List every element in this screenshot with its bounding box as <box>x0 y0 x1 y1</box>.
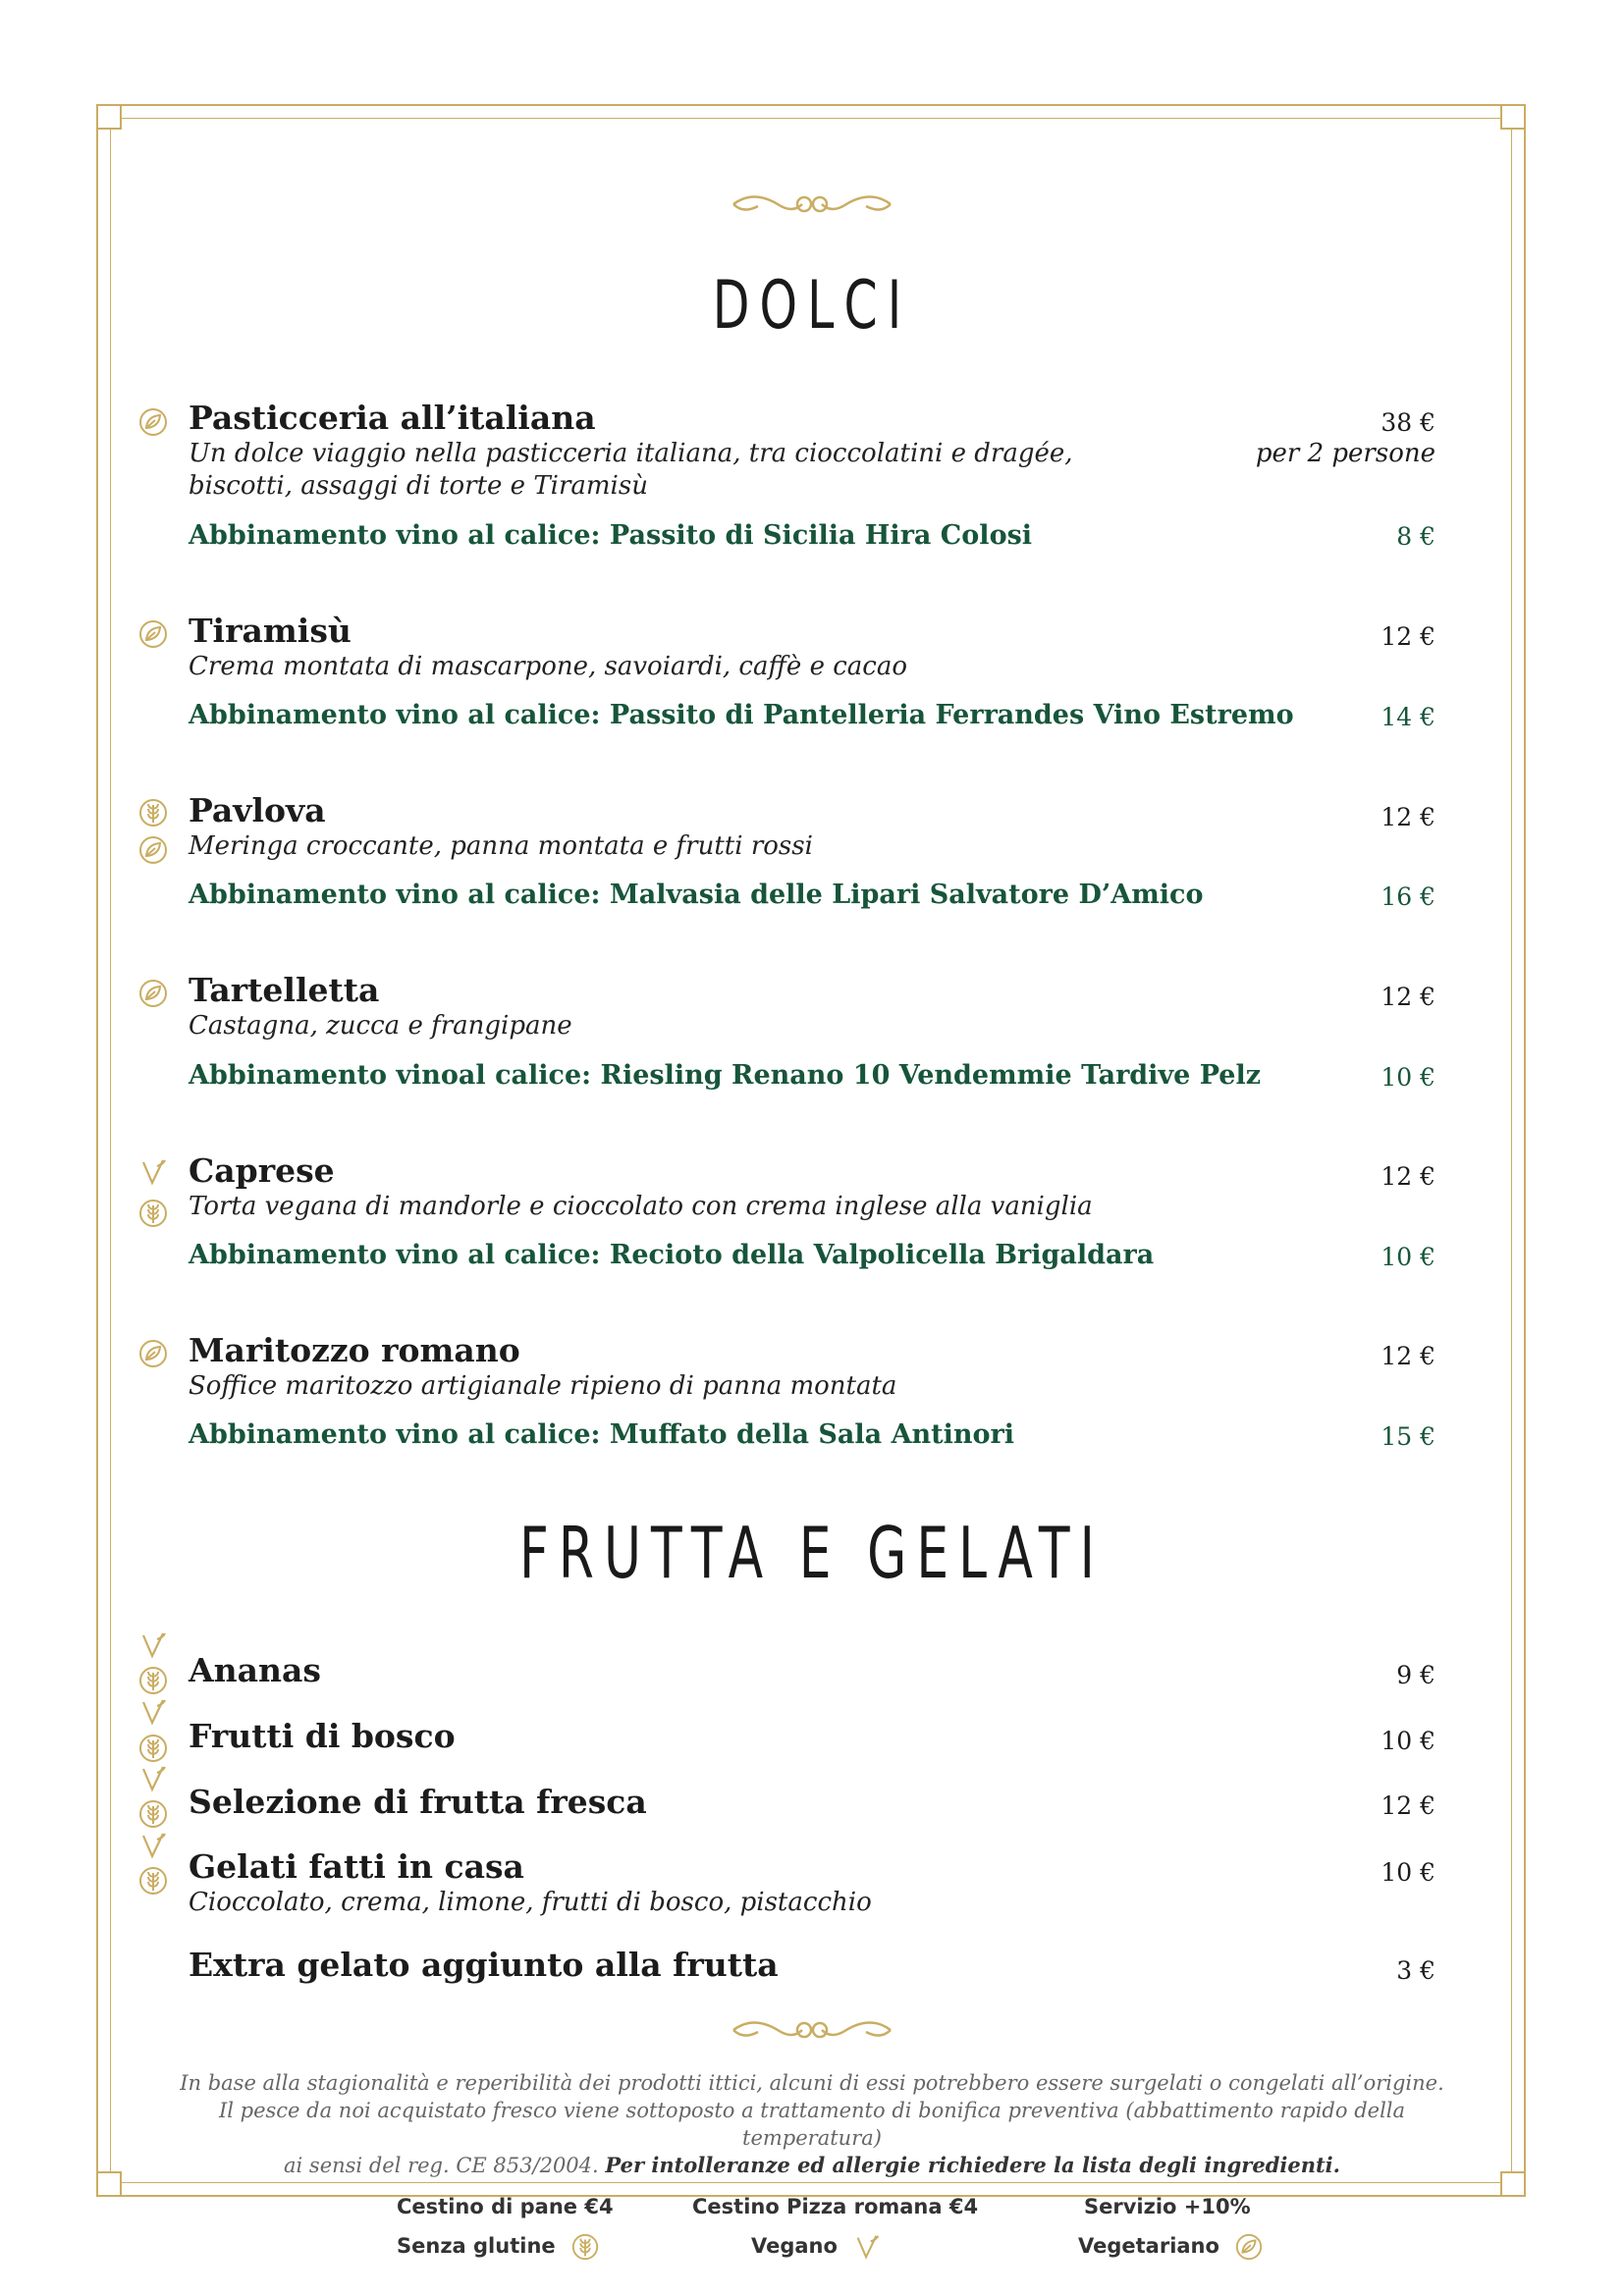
price-note: per 2 persone <box>1255 439 1435 468</box>
item-price: 12 € <box>1380 803 1435 831</box>
frame-corner <box>96 2171 122 2197</box>
vegetarian-icon <box>137 406 169 438</box>
wine-pairing-price: 15 € <box>1380 1422 1435 1451</box>
pizza-basket-price: Cestino Pizza romana €4 <box>692 2195 979 2218</box>
section-title-dolci: DOLCI <box>712 267 912 345</box>
wine-pairing: Abbinamento vino al calice: Passito di Pantelleria Ferrandes Vino Estremo <box>189 700 1294 730</box>
legend-vegetarian <box>1078 2232 1264 2262</box>
vegan-icon <box>137 1696 169 1728</box>
item-name: Maritozzo romano <box>189 1331 520 1369</box>
gluten-free-icon <box>570 2232 600 2262</box>
item-name: Ananas <box>189 1651 321 1689</box>
vegan-icon <box>137 1830 169 1861</box>
service-charge: Servizio +10% <box>1084 2195 1251 2218</box>
gluten-free-icon <box>137 1733 169 1764</box>
ornament-flourish-top <box>724 185 900 224</box>
item-price: 12 € <box>1380 1791 1435 1820</box>
wine-pairing-price: 8 € <box>1396 522 1435 551</box>
wine-pairing-price: 16 € <box>1380 882 1435 911</box>
item-description: biscotti, assaggi di torte e Tiramisù <box>189 471 648 501</box>
item-name: Pavlova <box>189 791 326 829</box>
item-price: 12 € <box>1380 622 1435 651</box>
wine-pairing: Abbinamento vino al calice: Malvasia delle Lipari Salvatore D’Amico <box>189 880 1204 910</box>
item-description: Un dolce viaggio nella pasticceria italiana, tra cioccolatini e dragée, <box>189 439 1073 468</box>
footnote <box>147 2069 1477 2179</box>
wine-pairing-price: 10 € <box>1380 1063 1435 1092</box>
item-description: Torta vegana di mandorle e cioccolato con crema inglese alla vaniglia <box>189 1192 1093 1221</box>
legend-label: Vegetariano <box>1078 2234 1219 2258</box>
vegan-icon <box>852 2232 882 2262</box>
frame-corner <box>1500 2171 1526 2197</box>
item-name: Pasticceria all’italiana <box>189 399 596 437</box>
item-price: 10 € <box>1380 1727 1435 1755</box>
footnote-text: ai sensi del reg. CE 853/2004. <box>284 2154 599 2177</box>
item-price: 12 € <box>1380 1342 1435 1370</box>
item-name: Tartelletta <box>189 971 380 1009</box>
section-title-frutta-gelati: FRUTTA E GELATI <box>519 1512 1105 1594</box>
legend-gluten-free <box>397 2232 600 2262</box>
wine-pairing-price: 10 € <box>1380 1243 1435 1271</box>
wine-pairing: Abbinamento vino al calice: Muffato della Sala Antinori <box>189 1419 1015 1450</box>
menu-item <box>189 1333 1435 1403</box>
gluten-free-icon <box>137 1665 169 1696</box>
menu-item <box>189 614 1435 683</box>
wine-pairing-price: 14 € <box>1380 703 1435 731</box>
item-price: 10 € <box>1380 1858 1435 1887</box>
menu-item <box>189 1948 1435 1983</box>
menu-item <box>189 793 1435 863</box>
menu-item <box>189 973 1435 1042</box>
item-price <box>1256 408 1435 468</box>
gluten-free-icon <box>137 1198 169 1229</box>
item-description: Soffice maritozzo artigianale ripieno di panna montata <box>189 1371 897 1401</box>
wine-pairing: Abbinamento vino al calice: Passito di Sicilia Hira Colosi <box>189 520 1033 551</box>
gluten-free-icon <box>137 1798 169 1830</box>
item-description: Crema montata di mascarpone, savoiardi, caffè e cacao <box>189 652 907 681</box>
vegan-icon <box>137 1156 169 1188</box>
item-description: Castagna, zucca e frangipane <box>189 1011 572 1041</box>
menu-item <box>189 1153 1435 1223</box>
frame-corner <box>96 104 122 130</box>
footnote-line: Il pesce da noi acquistato fresco viene sottoposto a trattamento di bonifica preventiva (abbattimento rapido della temperatura) <box>218 2099 1406 2150</box>
item-price: 9 € <box>1396 1661 1435 1689</box>
item-price: 3 € <box>1396 1956 1435 1985</box>
vegan-icon <box>137 1629 169 1661</box>
wine-pairing: Abbinamento vino al calice: Recioto della Valpolicella Brigaldara <box>189 1240 1155 1270</box>
allergy-note: Per intolleranze ed allergie richiedere la lista degli ingredienti. <box>605 2153 1340 2177</box>
item-name: Caprese <box>189 1151 335 1190</box>
gluten-free-icon <box>137 1865 169 1896</box>
ornament-flourish-bottom <box>724 2010 900 2050</box>
menu-item <box>189 1719 1435 1754</box>
vegetarian-icon <box>137 834 169 866</box>
frame-corner <box>1500 104 1526 130</box>
vegetarian-icon <box>1234 2232 1264 2262</box>
menu-item <box>189 400 1435 503</box>
item-description: Cioccolato, crema, limone, frutti di bosco, pistacchio <box>189 1888 872 1917</box>
item-name: Frutti di bosco <box>189 1717 456 1755</box>
menu-item <box>189 1785 1435 1820</box>
legend-label: Vegano <box>751 2234 838 2258</box>
vegetarian-icon <box>137 618 169 650</box>
item-price: 12 € <box>1380 1162 1435 1191</box>
price-value: 38 € <box>1380 408 1435 437</box>
menu-item <box>189 1653 1435 1688</box>
vegan-icon <box>137 1763 169 1794</box>
bread-basket-price: Cestino di pane €4 <box>397 2195 614 2218</box>
legend-label: Senza glutine <box>397 2234 556 2258</box>
menu-item <box>189 1849 1435 1919</box>
item-price: 12 € <box>1380 983 1435 1011</box>
footnote-line <box>147 2152 1477 2179</box>
item-name: Tiramisù <box>189 612 352 650</box>
item-name: Selezione di frutta fresca <box>189 1783 647 1821</box>
item-name: Extra gelato aggiunto alla frutta <box>189 1946 779 1984</box>
vegetarian-icon <box>137 978 169 1009</box>
item-description: Meringa croccante, panna montata e frutti rossi <box>189 831 813 861</box>
gluten-free-icon <box>137 797 169 828</box>
wine-pairing: Abbinamento vinoal calice: Riesling Renano 10 Vendemmie Tardive Pelz <box>189 1060 1262 1091</box>
item-name: Gelati fatti in casa <box>189 1847 524 1886</box>
footnote-line: In base alla stagionalità e reperibilità dei prodotti ittici, alcuni di essi potrebbero essere surgelati o congelati all’origine. <box>180 2071 1444 2095</box>
vegetarian-icon <box>137 1338 169 1369</box>
legend-vegan <box>751 2232 882 2262</box>
